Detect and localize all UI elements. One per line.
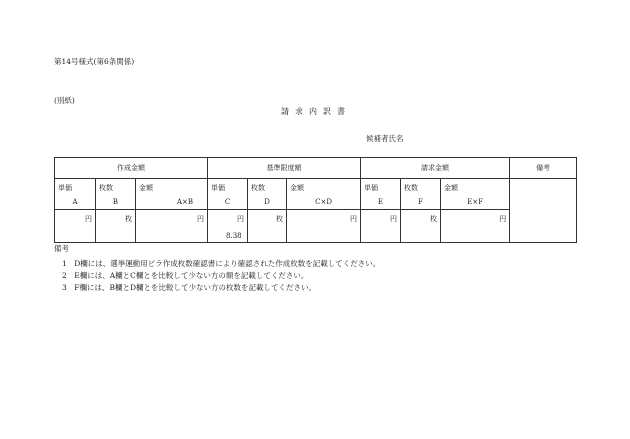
cell-amount-cxd xyxy=(287,179,361,210)
label-unit-price: 単価 xyxy=(58,184,72,192)
value-f xyxy=(401,210,441,243)
notes-heading: 備考 xyxy=(54,244,69,253)
symbol-a: A xyxy=(72,198,78,206)
header-remarks: 備考 xyxy=(510,158,577,179)
unit-sheets: 枚 xyxy=(430,215,438,223)
cell-amount-axb xyxy=(136,179,208,210)
unit-sheets: 枚 xyxy=(276,215,284,223)
unit-yen: 円 xyxy=(237,215,245,223)
header-standard-limit: 基準限度額 xyxy=(208,158,361,179)
label-quantity: 枚数 xyxy=(251,184,266,192)
label-quantity: 枚数 xyxy=(404,184,419,192)
value-d xyxy=(248,210,287,243)
cell-unit-price-c xyxy=(208,179,248,210)
unit-yen: 円 xyxy=(390,215,398,223)
cell-quantity-d xyxy=(248,179,287,210)
header-claim-amount: 請求金額 xyxy=(361,158,510,179)
value-e xyxy=(361,210,401,243)
value-a xyxy=(55,210,96,243)
label-amount: 金額 xyxy=(139,184,153,192)
value-b xyxy=(96,210,136,243)
symbol-cxd: C×D xyxy=(315,198,332,206)
cell-remarks xyxy=(510,179,577,243)
label-unit-price: 単価 xyxy=(364,184,379,192)
unit-yen: 円 xyxy=(499,215,507,223)
label-unit-price: 単価 xyxy=(211,184,226,192)
value-axb xyxy=(136,210,208,243)
value-c xyxy=(208,210,248,243)
cell-unit-price-e xyxy=(361,179,401,210)
unit-yen: 円 xyxy=(85,215,92,223)
symbol-f: F xyxy=(418,198,423,206)
unit-yen: 円 xyxy=(197,215,205,223)
value-exf xyxy=(441,210,510,243)
note-item: 2 E欄には、A欄とC欄とを比較して少ない方の額を記載してください。 xyxy=(62,271,309,280)
cell-quantity-f xyxy=(401,179,441,210)
note-item: 3 F欄には、B欄とD欄とを比較して少ない方の枚数を記載してください。 xyxy=(62,283,316,292)
header-created-amount: 作成金額 xyxy=(55,158,208,179)
symbol-e: E xyxy=(377,198,384,206)
document-title: 請求内訳書 xyxy=(281,107,351,116)
symbol-d: D xyxy=(264,198,270,206)
cell-quantity-b xyxy=(96,179,136,210)
value-cxd xyxy=(287,210,361,243)
symbol-exf: E×F xyxy=(467,198,483,206)
candidate-name-label: 候補者氏名 xyxy=(366,134,404,143)
unit-yen: 円 xyxy=(350,215,358,223)
symbol-c: C xyxy=(224,198,231,206)
form-reference: 第14号様式(第6条関係) xyxy=(54,57,135,66)
unit-sheets: 枚 xyxy=(125,215,132,223)
cell-unit-price-a xyxy=(55,179,96,210)
label-amount: 金額 xyxy=(290,184,305,192)
symbol-b: B xyxy=(112,198,119,206)
c-unit-price-value: 8.38 xyxy=(226,232,242,240)
attachment-label: (別紙) xyxy=(54,96,75,105)
itemized-claim-table xyxy=(54,157,577,243)
symbol-axb: A×B xyxy=(176,198,194,206)
cell-amount-exf xyxy=(441,179,510,210)
label-amount: 金額 xyxy=(444,184,459,192)
label-quantity: 枚数 xyxy=(99,184,113,192)
note-item: 1 D欄には、選挙運動用ビラ作成枚数確認書により確認された作成枚数を記載してください。 xyxy=(62,259,381,268)
